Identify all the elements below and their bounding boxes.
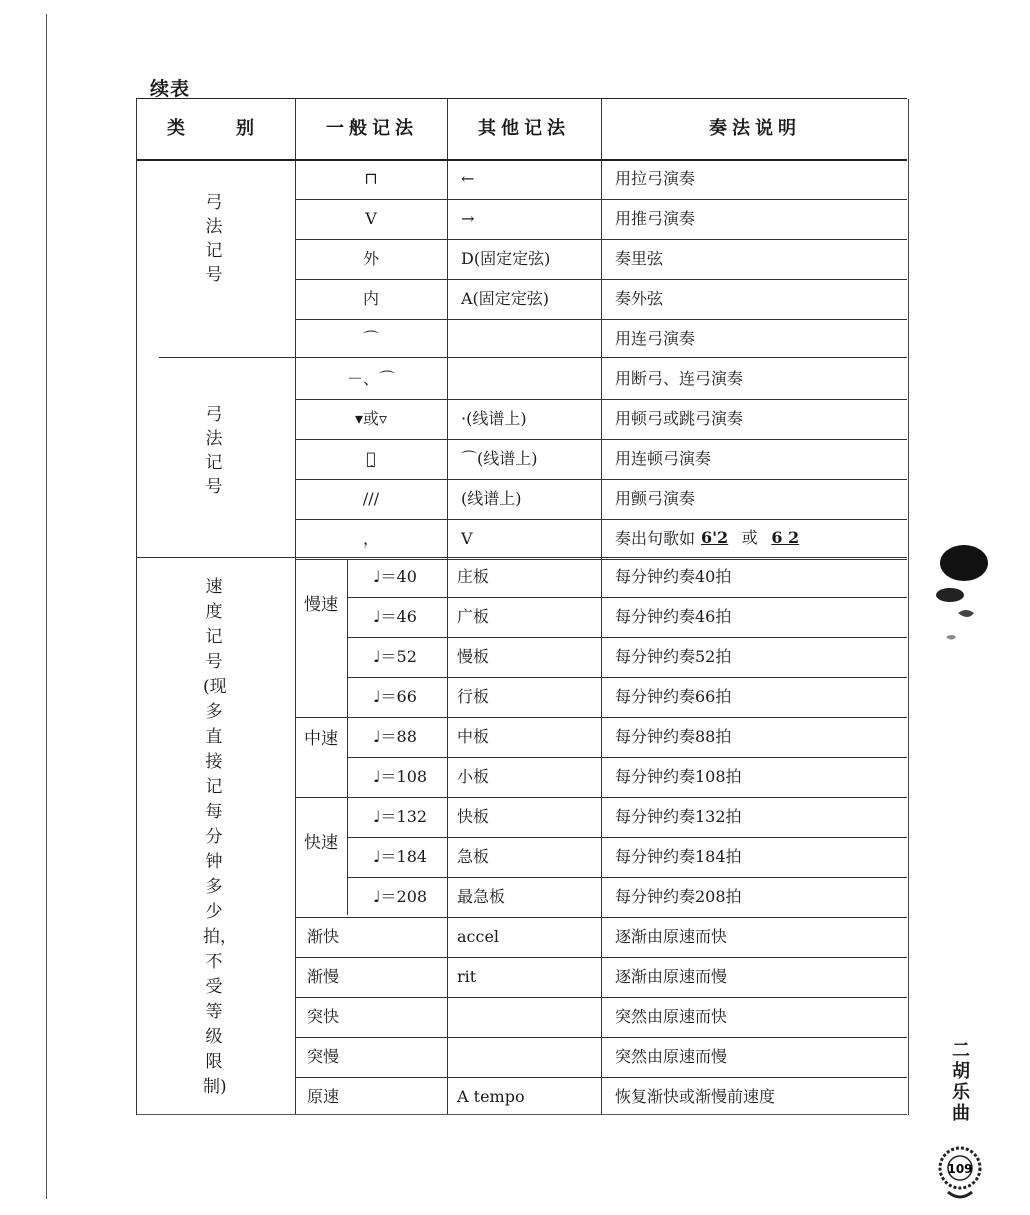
bow-general-mark: ⊓	[364, 169, 378, 188]
tempo-term: 中板	[457, 727, 490, 746]
bow-general-mark: ///	[362, 489, 380, 508]
tempo-change-general: 渐快	[307, 927, 340, 946]
bow-other-mark: →	[461, 209, 475, 228]
tempo-description: 每分钟约奏132拍	[615, 807, 742, 826]
header-performance-notes: 奏法说明	[709, 118, 801, 139]
tempo-description: 每分钟约奏108拍	[615, 767, 742, 786]
page-margin-rule	[46, 14, 47, 1199]
tempo-term: 庄板	[457, 567, 490, 586]
bow-description: 奏里弦	[615, 249, 664, 268]
tempo-change-other: rit	[457, 967, 477, 986]
side-tab-mark	[928, 545, 990, 655]
bow-description: 奏外弦	[615, 289, 664, 308]
row-line	[295, 957, 907, 958]
bow-general-mark: V	[365, 209, 377, 228]
bow-general-mark: －、⌒	[346, 369, 395, 388]
header-category: 类 别	[167, 118, 259, 139]
row-line	[295, 519, 907, 520]
tempo-description: 每分钟约奏46拍	[615, 607, 732, 626]
tempo-change-general: 突慢	[307, 1047, 340, 1066]
tempo-change-general: 突快	[307, 1007, 340, 1026]
page-number-badge	[934, 1140, 986, 1200]
row-line	[295, 239, 907, 240]
tempo-term: 快板	[457, 807, 490, 826]
bow-general-mark: ，	[362, 529, 379, 548]
bow-general-mark: ▾或▿	[354, 409, 388, 428]
row-line	[347, 637, 907, 638]
tempo-change-other: accel	[457, 927, 500, 946]
row-line	[295, 797, 907, 798]
tempo-mark: ♩＝88	[373, 727, 417, 746]
category-bow-marks-2: 弓法记号	[205, 405, 223, 497]
tempo-mark: ♩＝52	[373, 647, 417, 666]
bow-description: 用顿弓或跳弓演奏	[615, 409, 744, 428]
breath-example-b: 6 2	[771, 528, 800, 547]
bow-description: 用颤弓演奏	[615, 489, 696, 508]
bow-description: 用拉弓演奏	[615, 169, 696, 188]
bow-description: 用断弓、连弓演奏	[615, 369, 744, 388]
table-caption: 续表	[150, 78, 191, 100]
row-line	[295, 399, 907, 400]
tempo-change-description: 突然由原速而快	[615, 1007, 728, 1026]
tempo-mark: ♩＝208	[373, 887, 428, 906]
row-line	[295, 559, 907, 560]
row-line	[295, 319, 907, 320]
tempo-change-general: 渐慢	[307, 967, 340, 986]
tempo-group-medium: 中速	[304, 729, 338, 749]
tempo-term: 小板	[457, 767, 490, 786]
bow-other-mark: A(固定定弦)	[461, 289, 550, 308]
row-line	[295, 279, 907, 280]
bow-other-mark: V	[461, 529, 473, 548]
bow-description: 奏出句歌如	[615, 529, 696, 548]
page-number: 109	[947, 1162, 973, 1176]
row-line	[347, 877, 907, 878]
col-divider-3	[601, 99, 602, 1115]
tempo-mark: ♩＝46	[373, 607, 417, 626]
bow-description: 用连弓演奏	[615, 329, 696, 348]
bow-other-mark: ←	[461, 169, 475, 188]
tempo-change-description: 逐渐由原速而慢	[615, 967, 728, 986]
tempo-mark: ♩＝108	[373, 767, 428, 786]
tempo-mark: ♩＝184	[373, 847, 428, 866]
tempo-description: 每分钟约奏40拍	[615, 567, 732, 586]
notation-table	[136, 98, 907, 1115]
row-line	[295, 1077, 907, 1078]
tempo-mark: ♩＝66	[373, 687, 417, 706]
row-line	[295, 439, 907, 440]
tempo-description: 每分钟约奏208拍	[615, 887, 742, 906]
category-tempo-marks: 速度记号(现多直接记每分钟多少拍，不受等级限制)	[203, 577, 237, 1097]
tempo-subcol-divider	[347, 559, 348, 915]
breath-example-or: 或	[741, 528, 758, 547]
col-divider-2	[447, 99, 448, 1115]
row-line	[347, 837, 907, 838]
tempo-change-other: A tempo	[457, 1087, 525, 1106]
row-line	[295, 199, 907, 200]
tempo-mark: ♩＝40	[373, 567, 417, 586]
bow-general-mark: ⌒	[362, 329, 379, 348]
tempo-change-description: 突然由原速而慢	[615, 1047, 728, 1066]
tempo-term: 广板	[457, 607, 490, 626]
bow-other-mark: (线谱上)	[461, 489, 522, 508]
tempo-term: 最急板	[457, 887, 506, 906]
bow-other-mark: ⌒(线谱上)	[461, 449, 538, 468]
tempo-term: 急板	[457, 847, 490, 866]
breath-example	[701, 528, 799, 548]
tempo-term: 行板	[457, 687, 490, 706]
bow-general-mark: 外	[362, 249, 379, 268]
category-bow-marks-1: 弓法记号	[205, 193, 223, 285]
bow-description: 用连顿弓演奏	[615, 449, 712, 468]
bow-other-mark: ·(线谱上)	[461, 409, 527, 428]
row-line	[295, 1037, 907, 1038]
col-divider-1	[295, 99, 296, 1115]
tempo-description: 每分钟约奏184拍	[615, 847, 742, 866]
bow-general-mark: 内	[362, 289, 379, 308]
tempo-group-fast: 快速	[304, 833, 338, 853]
side-book-title: 二胡乐曲	[952, 1040, 970, 1124]
bow-description: 用推弓演奏	[615, 209, 696, 228]
tempo-change-description: 恢复渐快或渐慢前速度	[615, 1087, 776, 1106]
header-general-notation: 一般记法	[326, 118, 418, 139]
tempo-change-description: 逐渐由原速而快	[615, 927, 728, 946]
row-line	[347, 597, 907, 598]
row-line	[347, 757, 907, 758]
bow-general-mark: ⌒̣̣	[366, 449, 376, 468]
tempo-change-general: 原速	[307, 1087, 340, 1106]
row-line	[295, 717, 907, 718]
tempo-description: 每分钟约奏52拍	[615, 647, 732, 666]
row-line	[295, 479, 907, 480]
bow-other-mark: D(固定定弦)	[461, 249, 551, 268]
tempo-term: 慢板	[457, 647, 490, 666]
row-line	[347, 677, 907, 678]
row-line	[295, 997, 907, 998]
header-other-notation: 其他记法	[478, 118, 570, 139]
tempo-group-slow: 慢速	[304, 595, 338, 615]
row-line	[295, 917, 907, 918]
table-bottom-line	[137, 1114, 907, 1115]
tempo-description: 每分钟约奏66拍	[615, 687, 732, 706]
breath-example-a: 6'2	[701, 528, 729, 547]
tempo-mark: ♩＝132	[373, 807, 428, 826]
tempo-description: 每分钟约奏88拍	[615, 727, 732, 746]
